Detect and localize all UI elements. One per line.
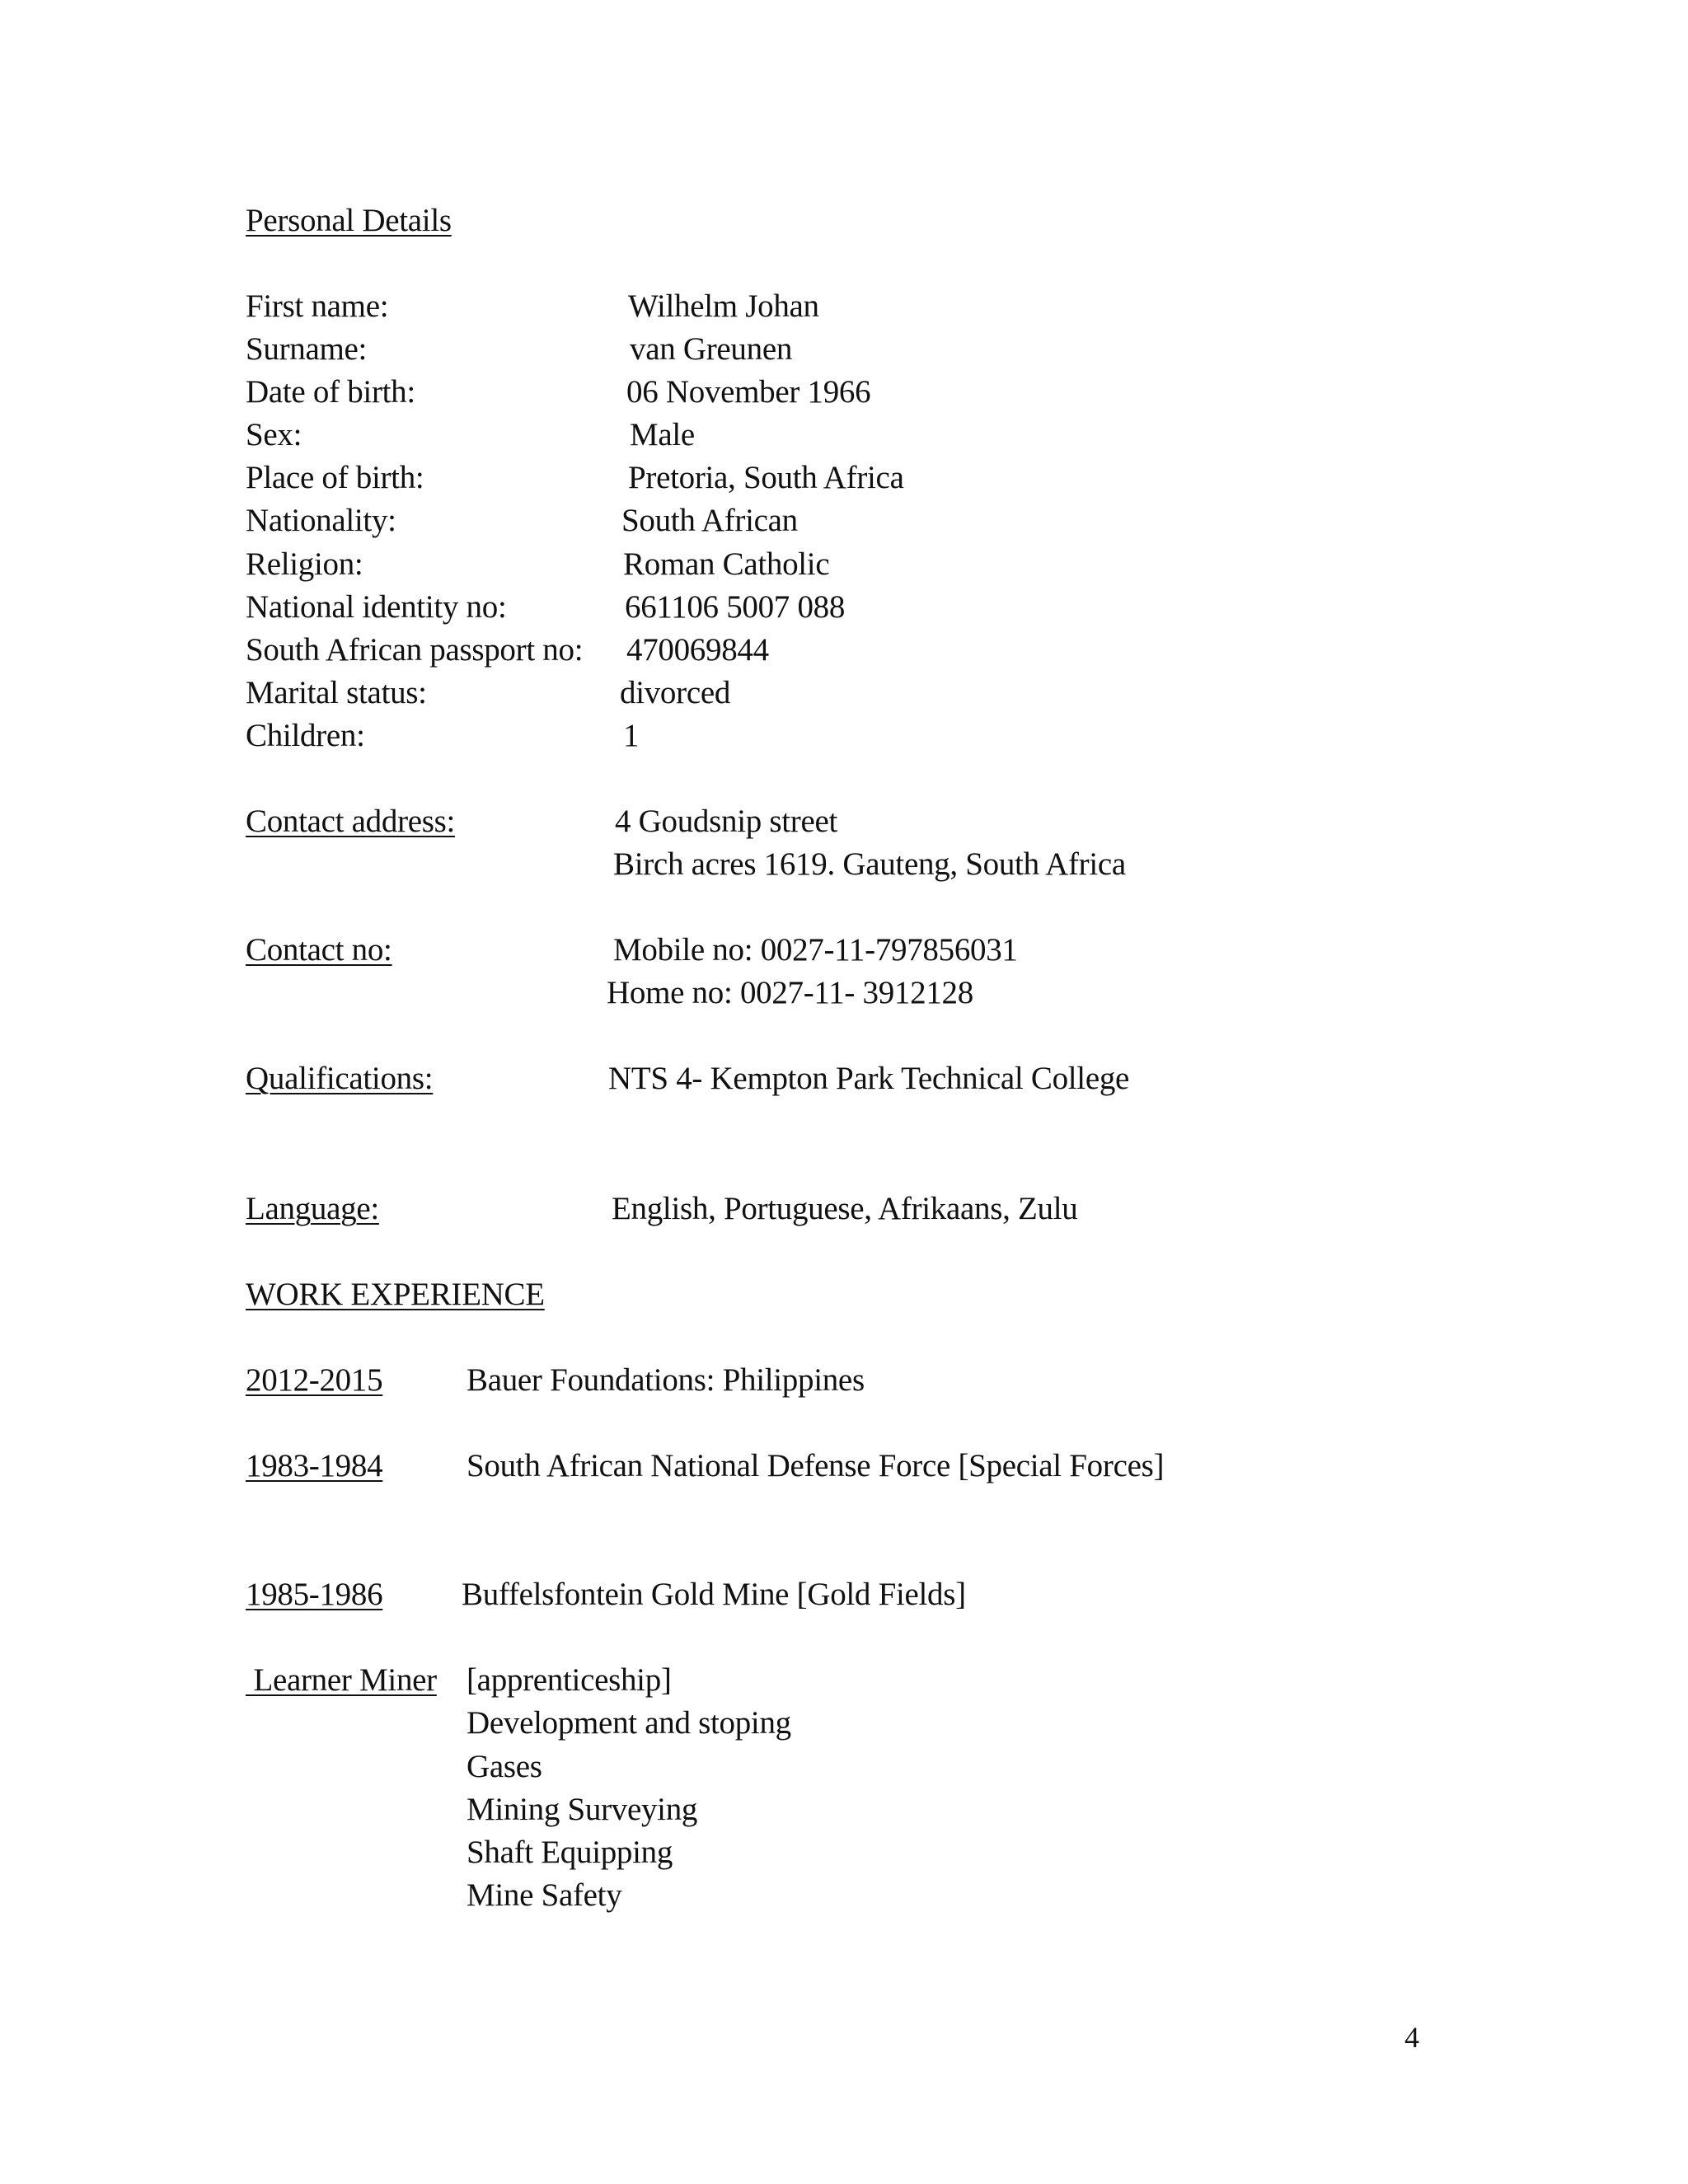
label-contact-address: Contact address: xyxy=(246,804,456,839)
label-place-of-birth: Place of birth: xyxy=(246,460,424,495)
learner-item-2: Gases xyxy=(467,1749,542,1784)
label-date-of-birth: Date of birth: xyxy=(246,374,415,410)
work-employer-3: Buffelsfontein Gold Mine [Gold Fields] xyxy=(462,1577,966,1612)
section-title-personal-details: Personal Details xyxy=(246,203,452,238)
learner-item-4: Shaft Equipping xyxy=(467,1835,673,1870)
value-qualifications: NTS 4- Kempton Park Technical College xyxy=(608,1061,1130,1096)
learner-item-5: Mine Safety xyxy=(467,1877,622,1913)
contact-mobile-no: Mobile no: 0027-11-797856031 xyxy=(613,932,1018,968)
value-passport-no: 470069844 xyxy=(626,632,769,668)
label-surname: Surname: xyxy=(246,331,368,367)
label-children: Children: xyxy=(246,718,365,753)
contact-address-line-2: Birch acres 1619. Gauteng, South Africa xyxy=(613,846,1126,882)
work-employer-2: South African National Defense Force [Special Forces] xyxy=(467,1448,1165,1483)
label-first-name: First name: xyxy=(246,288,389,324)
contact-address-line-1: 4 Goudsnip street xyxy=(615,804,838,839)
value-religion: Roman Catholic xyxy=(623,546,830,582)
label-religion: Religion: xyxy=(246,546,363,582)
label-sex: Sex: xyxy=(246,417,302,452)
label-language: Language: xyxy=(246,1191,379,1226)
contact-home-no: Home no: 0027-11- 3912128 xyxy=(607,975,973,1010)
value-surname: van Greunen xyxy=(630,331,793,367)
value-place-of-birth: Pretoria, South Africa xyxy=(628,460,904,495)
page-number: 4 xyxy=(1404,2021,1419,2054)
learner-item-1: Development and stoping xyxy=(467,1705,791,1741)
label-national-identity-no: National identity no: xyxy=(246,589,507,625)
value-first-name: Wilhelm Johan xyxy=(628,288,819,324)
value-nationality: South African xyxy=(621,503,798,538)
section-title-work-experience: WORK EXPERIENCE xyxy=(246,1277,545,1312)
work-employer-1: Bauer Foundations: Philippines xyxy=(467,1362,865,1398)
work-years-3: 1985-1986 xyxy=(246,1577,383,1612)
value-date-of-birth: 06 November 1966 xyxy=(626,374,871,410)
value-national-identity-no: 661106 5007 088 xyxy=(625,589,846,625)
label-contact-no: Contact no: xyxy=(246,932,392,968)
work-years-2: 1983-1984 xyxy=(246,1448,383,1483)
work-years-1: 2012-2015 xyxy=(246,1362,383,1398)
value-language: English, Portuguese, Afrikaans, Zulu xyxy=(612,1191,1078,1226)
learner-miner-title: Learner Miner xyxy=(246,1662,437,1698)
label-passport-no: South African passport no: xyxy=(246,632,584,668)
label-marital-status: Marital status: xyxy=(246,675,427,710)
value-children: 1 xyxy=(623,718,640,753)
value-marital-status: divorced xyxy=(620,675,731,710)
label-qualifications: Qualifications: xyxy=(246,1061,434,1096)
label-nationality: Nationality: xyxy=(246,503,396,538)
learner-item-3: Mining Surveying xyxy=(467,1792,698,1827)
value-sex: Male xyxy=(630,417,695,452)
learner-miner-note: [apprenticeship] xyxy=(467,1662,672,1698)
